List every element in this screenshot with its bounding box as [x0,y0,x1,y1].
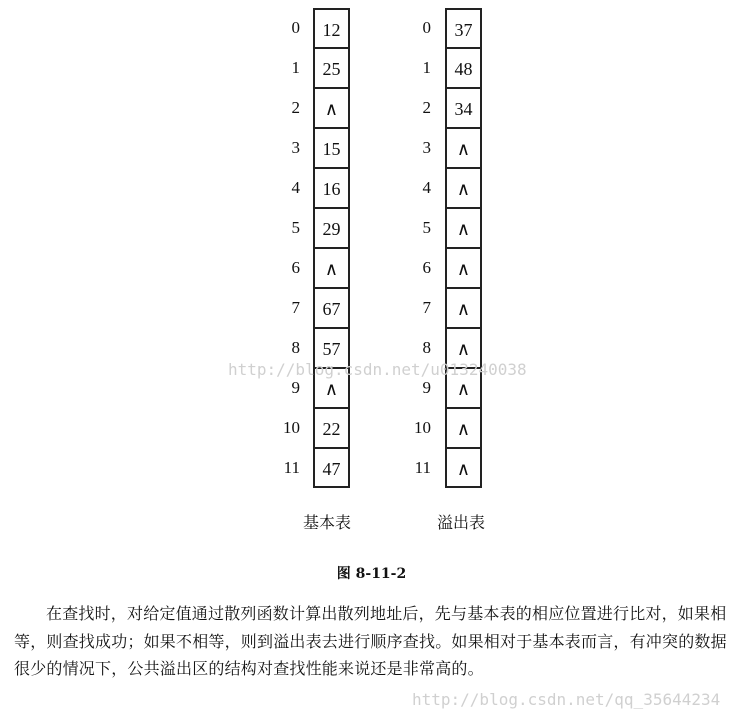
row-index: 9 [291,378,300,397]
row-index: 5 [422,218,431,237]
table-cell: 67 [313,288,350,328]
row-index: 6 [422,258,431,277]
table-cell: 37 [445,8,482,48]
base-table-label: 基本表 [303,513,352,532]
table-cell: 34 [445,88,482,128]
table-cell: ∧ [445,288,482,328]
row-index: 4 [291,178,300,197]
table-cell: ∧ [445,248,482,288]
row-index: 8 [291,338,300,357]
table-cell: ∧ [445,368,482,408]
table-cell: 25 [313,48,350,88]
row-index: 6 [291,258,300,277]
table-cell: ∧ [445,168,482,208]
row-index: 10 [283,418,300,437]
row-index: 1 [291,58,300,77]
row-index: 0 [422,18,431,37]
overflow-table-label: 溢出表 [437,513,486,532]
table-cell: ∧ [313,368,350,408]
row-index: 7 [422,298,431,317]
table-cell: ∧ [313,248,350,288]
row-index: 5 [291,218,300,237]
body-paragraph: 在查找时，对给定值通过散列函数计算出散列地址后，先与基本表的相应位置进行比对，如果相等，则查找成功；如果不相等，则到溢出表去进行顺序查找。如果相对于基本表而言，有冲突的数据很少的情况下，公共溢出区的结构对查找性能来说还是非常高的。 [14,604,727,678]
row-index: 11 [283,458,300,477]
row-index: 3 [422,138,431,157]
table-cell: ∧ [445,328,482,368]
table-cell: 47 [313,448,350,488]
row-index: 4 [422,178,431,197]
row-index: 0 [291,18,300,37]
figure-caption: 图 8-11-2 [336,566,407,582]
row-index: 7 [291,298,300,317]
watermark-bottom: http://blog.csdn.net/qq_35644234 [412,690,721,709]
row-index: 9 [422,378,431,397]
table-cell: ∧ [313,88,350,128]
table-cell: 48 [445,48,482,88]
table-cell: ∧ [445,448,482,488]
table-cell: 16 [313,168,350,208]
row-index: 11 [414,458,431,477]
table-cell: 15 [313,128,350,168]
table-cell: 22 [313,408,350,448]
row-index: 2 [291,98,300,117]
row-index: 2 [422,98,431,117]
table-cell: 57 [313,328,350,368]
row-index: 8 [422,338,431,357]
table-cell: 29 [313,208,350,248]
table-cell: ∧ [445,128,482,168]
table-cell: ∧ [445,408,482,448]
row-index: 10 [414,418,431,437]
row-index: 3 [291,138,300,157]
table-cell: 12 [313,8,350,48]
watermark-center: http://blog.csdn.net/u013240038 [228,360,527,379]
row-index: 1 [422,58,431,77]
table-cell: ∧ [445,208,482,248]
